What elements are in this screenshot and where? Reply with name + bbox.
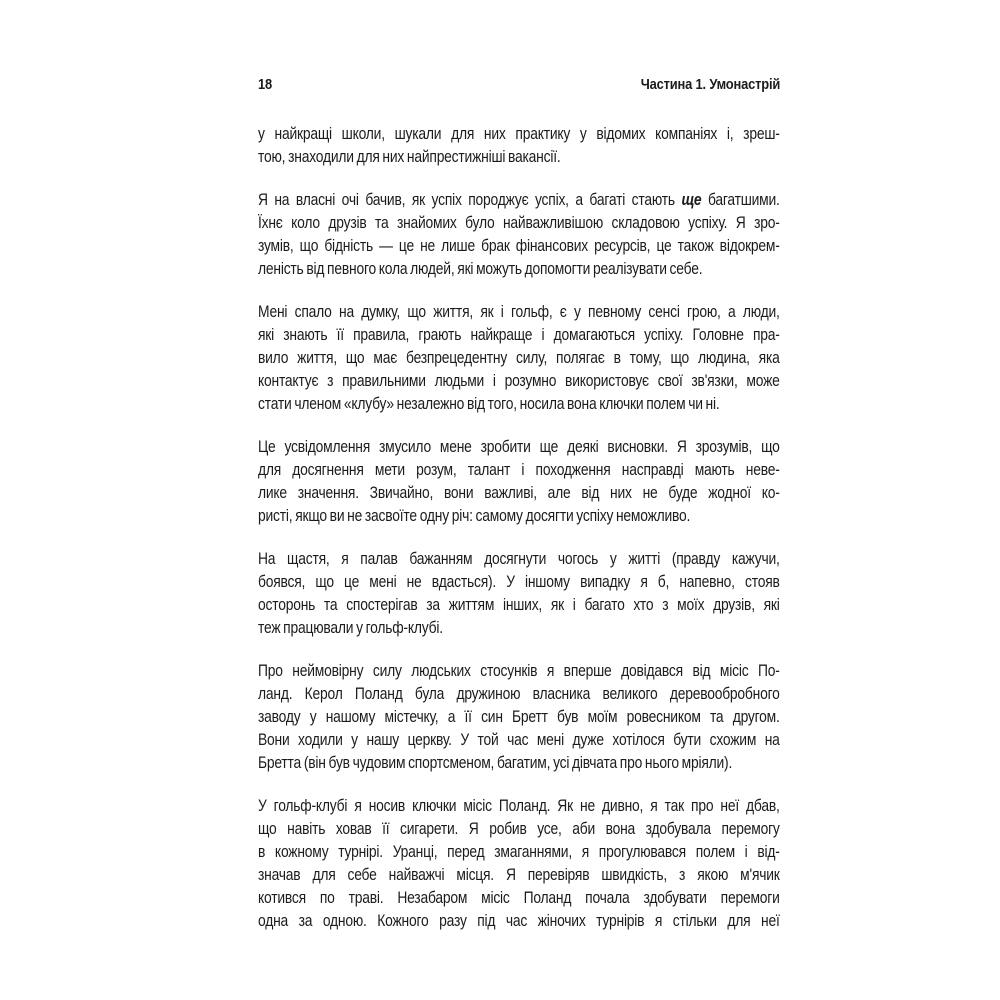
text-line: зумів, що бідність — це не лише брак фінансових ресурсів, це також відокрем- xyxy=(258,237,780,255)
body-text xyxy=(258,123,780,953)
text-line: значав для себе найважчі місця. Я перевіряв швидкість, з якою м'ячик xyxy=(258,866,780,884)
text-line: теж працювали у гольф-клубі. xyxy=(258,619,443,637)
paragraph xyxy=(258,795,780,933)
text-line: тою, знаходили для них найпрестижніші вакансії. xyxy=(258,148,561,166)
text-line: Їхнє коло друзів та знайомих було найважливішою складовою успіху. Я зро- xyxy=(258,214,780,232)
text-line: які знають її правила, грають найкраще і домагаються успіху. Головне пра- xyxy=(258,326,780,344)
text-line: Бретта (він був чудовим спортсменом, багатим, усі дівчата про нього мріяли). xyxy=(258,754,733,772)
text-segment: багатшими. xyxy=(707,191,780,209)
text-line: для досягнення мети розум, талант і походження насправді мають неве- xyxy=(258,461,780,479)
paragraph xyxy=(258,301,780,416)
text-line: вило життя, що має безпрецедентну силу, полягає в тому, що людина, яка xyxy=(258,349,780,367)
text-line: леність від певного кола людей, які можуть допомогти реалізувати себе. xyxy=(258,260,703,278)
text-line: що навіть ховав її сигарети. Я робив усе, аби вона здобувала перемогу xyxy=(258,820,780,838)
paragraph xyxy=(258,660,780,775)
paragraph xyxy=(258,189,780,281)
chapter-title: Частина 1. Умонастрій xyxy=(640,76,780,93)
text-line: одна за одною. Кожного разу під час жіночих турнірів я стільки для неї xyxy=(258,912,780,930)
text-line: ланд. Керол Поланд була дружиною власника великого деревообробного xyxy=(258,685,780,703)
text-line: Вони ходили у нашу церкву. У той час мені дуже хотілося бути схожим на xyxy=(258,731,780,749)
text-line: осторонь та спостерігав за життям інших, як і багато хто з моїх друзів, які xyxy=(258,596,780,614)
text-line: контактує з правильними людьми і розумно використовує свої зв'язки, може xyxy=(258,372,780,390)
text-segment: Я на власні очі бачив, як успіх породжує успіх, а багаті стають xyxy=(258,191,675,209)
text-line: Це усвідомлення змусило мене зробити ще деякі висновки. Я зрозумів, що xyxy=(258,438,780,456)
text-line: лике значення. Звичайно, вони важливі, але від них не буде жодної ко- xyxy=(258,484,780,502)
text-line: котився по траві. Незабаром місіс Поланд почала здобувати перемоги xyxy=(258,889,780,907)
text-line: Про неймовірну силу людських стосунків я вперше довідався від місіс По- xyxy=(258,662,780,680)
text-line: боявся, що це мені не вдасться). У іншому випадку я б, напевно, стояв xyxy=(258,573,780,591)
text-line: стати членом «клубу» незалежно від того, носила вона ключки полем чи ні. xyxy=(258,395,720,413)
running-head xyxy=(258,76,780,98)
paragraph xyxy=(258,123,780,169)
text-line: Мені спало на думку, що життя, як і гольф, є у певному сенсі грою, а люди, xyxy=(258,303,780,321)
text-line: На щастя, я палав бажанням досягнути чогось у житті (правду кажучи, xyxy=(258,550,780,568)
text-line: в кожному турнірі. Уранці, перед змаганнями, я прогулювався полем і від- xyxy=(258,843,780,861)
text-line: заводу у нашому містечку, а її син Бретт був моїм ровесником та другом. xyxy=(258,708,780,726)
text-line: У гольф-клубі я носив ключки місіс Поланд. Як не дивно, я так про неї дбав, xyxy=(258,797,780,815)
emphasized-word: ще xyxy=(681,191,702,209)
text-line: у найкращі школи, шукали для них практику у відомих компаніях і, зреш- xyxy=(258,125,780,143)
text-line: ристі, якщо ви не засвоїте одну річ: самому досягти успіху неможливо. xyxy=(258,507,691,525)
text-line-with-emphasis xyxy=(258,189,780,212)
paragraph xyxy=(258,436,780,528)
page-number: 18 xyxy=(258,76,273,93)
paragraph xyxy=(258,548,780,640)
